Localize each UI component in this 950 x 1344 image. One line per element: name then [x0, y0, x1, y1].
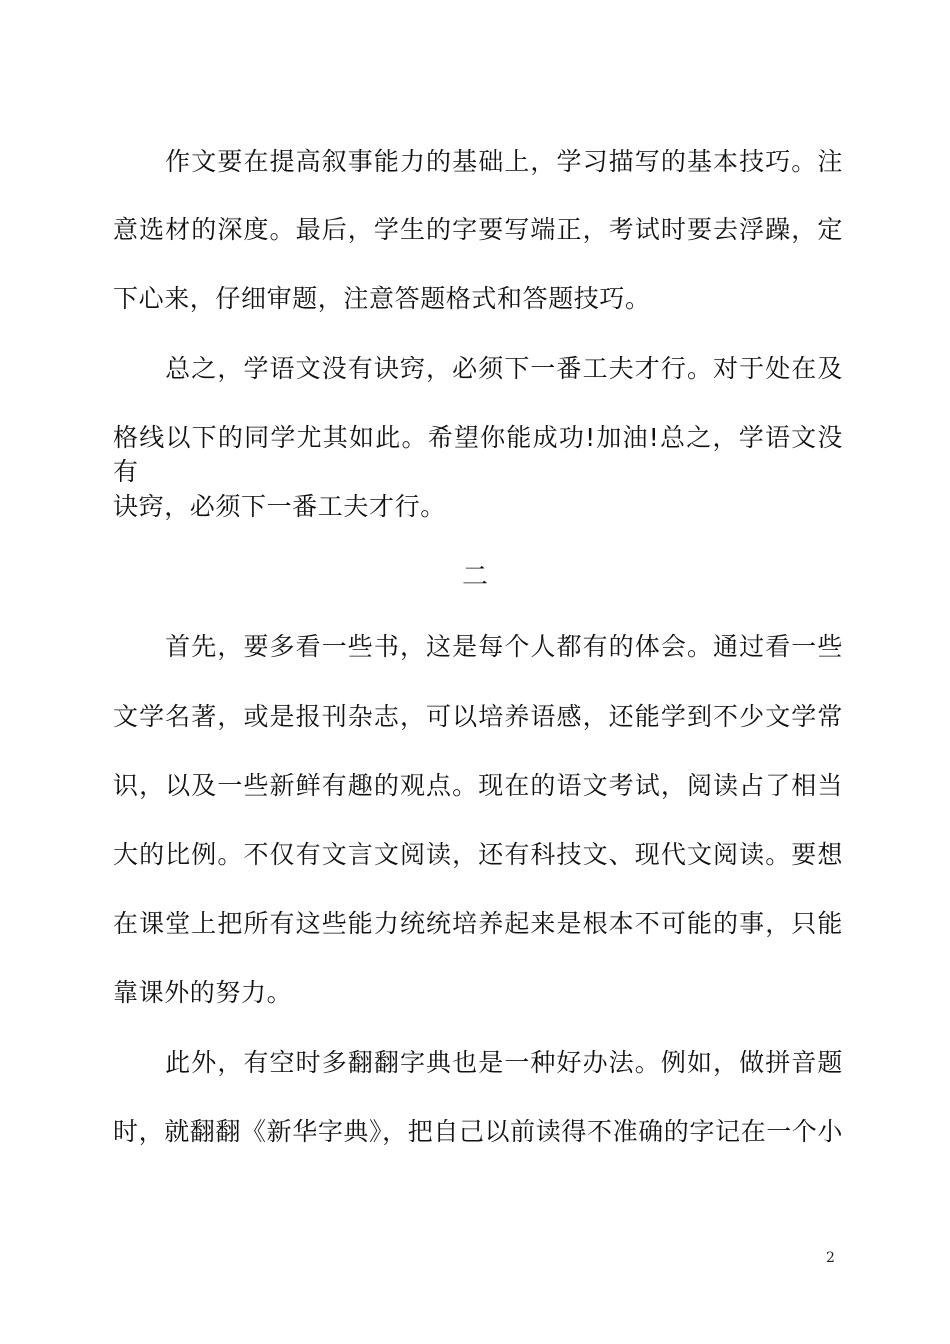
- paragraph-1-line-3: 下心来，仔细审题，注意答题格式和答题技巧。: [113, 284, 651, 313]
- paragraph-4-line-1: 此外，有空时多翻翻字典也是一种好办法。例如，做拼音题: [113, 1048, 843, 1077]
- paragraph-3-line-6: 靠课外的努力。: [113, 978, 293, 1007]
- paragraph-3-line-2: 文学名著，或是报刊杂志，可以培养语感，还能学到不少文学常: [113, 702, 843, 731]
- paragraph-3-line-3: 识，以及一些新鲜有趣的观点。现在的语文考试，阅读占了相当: [113, 771, 843, 800]
- paragraph-4-line-2: 时，就翻翻《新华字典》，把自己以前读得不准确的字记在一个小: [113, 1117, 843, 1146]
- section-heading: 二: [461, 562, 488, 592]
- paragraph-2-line-3: 诀窍，必须下一番工夫才行。: [113, 492, 446, 521]
- paragraph-1-line-1: 作文要在提高叙事能力的基础上，学习描写的基本技巧。注: [113, 147, 843, 176]
- paragraph-3-line-4: 大的比例。不仅有文言文阅读，还有科技文、现代文阅读。要想: [113, 840, 843, 869]
- paragraph-3-line-5: 在课堂上把所有这些能力统统培养起来是根本不可能的事，只能: [113, 909, 843, 938]
- page-number: 2: [826, 1250, 835, 1266]
- paragraph-3-line-1: 首先，要多看一些书，这是每个人都有的体会。通过看一些: [113, 632, 843, 661]
- paragraph-2-line-1: 总之，学语文没有诀窍，必须下一番工夫才行。对于处在及: [113, 354, 843, 383]
- paragraph-1-line-2: 意选材的深度。最后，学生的字要写端正，考试时要去浮躁，定: [113, 215, 843, 244]
- paragraph-2-line-2: 格线以下的同学尤其如此。希望你能成功!加油!总之，学语文没有: [113, 423, 843, 486]
